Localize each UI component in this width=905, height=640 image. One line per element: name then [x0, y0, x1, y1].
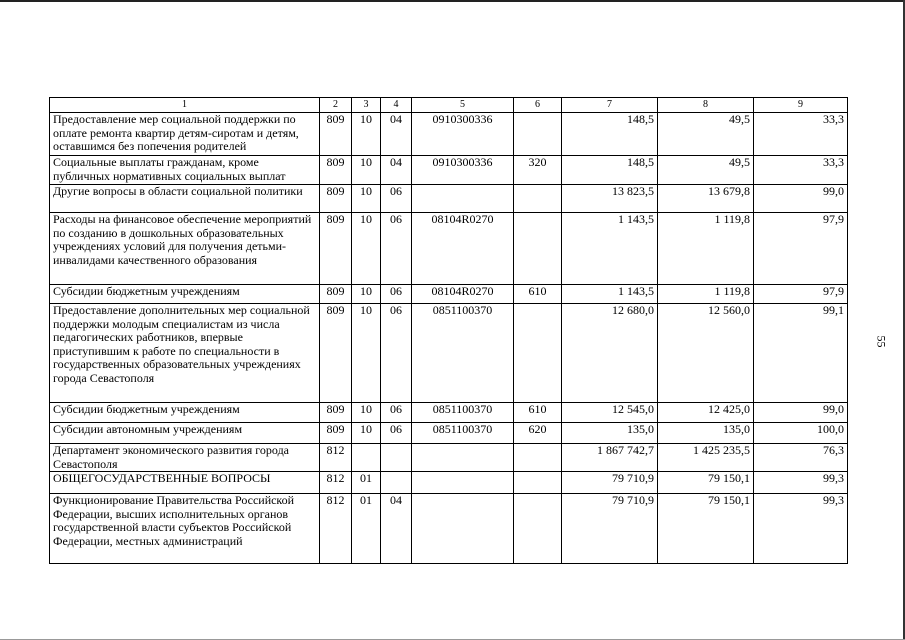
row-executed: 1 425 235,5 — [658, 444, 754, 472]
row-executed: 12 560,0 — [658, 304, 754, 403]
row-subsection: 06 — [381, 423, 412, 444]
table-row — [50, 494, 848, 564]
row-name: Предоставление дополнительных мер социальной поддержки молодым специалистам из числа педагогических работников, впервые приступившим к работе по специальности в государственных образовательных учреждениях города Севастополя — [50, 304, 320, 403]
row-planned: 12 545,0 — [562, 403, 658, 423]
row-admin-code: 809 — [320, 185, 352, 213]
budget-table — [49, 97, 848, 564]
row-name: Субсидии бюджетным учреждениям — [50, 403, 320, 423]
header-col-9: 9 — [754, 98, 848, 113]
table-row — [50, 444, 848, 472]
row-admin-code: 812 — [320, 472, 352, 494]
row-subsection: 04 — [381, 494, 412, 564]
row-expense-type — [514, 304, 562, 403]
row-section: 10 — [352, 213, 381, 285]
row-subsection: 06 — [381, 304, 412, 403]
row-percent: 33,3 — [754, 156, 848, 185]
table-row — [50, 472, 848, 494]
row-admin-code: 809 — [320, 113, 352, 156]
row-name: Субсидии автономным учреждениям — [50, 423, 320, 444]
table-row — [50, 423, 848, 444]
row-admin-code: 809 — [320, 156, 352, 185]
row-subsection: 06 — [381, 285, 412, 304]
row-expense-type: 610 — [514, 285, 562, 304]
row-planned: 148,5 — [562, 156, 658, 185]
scan-border-top — [0, 0, 905, 2]
row-executed: 79 150,1 — [658, 472, 754, 494]
row-section: 01 — [352, 494, 381, 564]
row-expense-type — [514, 472, 562, 494]
table-row — [50, 185, 848, 213]
row-admin-code: 812 — [320, 444, 352, 472]
row-expense-type — [514, 494, 562, 564]
page-number: 55 — [874, 335, 889, 348]
row-name: Департамент экономического развития города Севастополя — [50, 444, 320, 472]
row-planned: 148,5 — [562, 113, 658, 156]
row-admin-code: 809 — [320, 213, 352, 285]
row-subsection: 04 — [381, 156, 412, 185]
row-executed: 49,5 — [658, 156, 754, 185]
row-name: Другие вопросы в области социальной политики — [50, 185, 320, 213]
row-target-article: 0910300336 — [412, 156, 514, 185]
row-name: Социальные выплаты гражданам, кроме публичных нормативных социальных выплат — [50, 156, 320, 185]
row-planned: 135,0 — [562, 423, 658, 444]
row-expense-type — [514, 113, 562, 156]
row-percent: 97,9 — [754, 285, 848, 304]
row-target-article: 0851100370 — [412, 403, 514, 423]
row-section: 10 — [352, 403, 381, 423]
row-planned: 1 143,5 — [562, 213, 658, 285]
row-name: ОБЩЕГОСУДАРСТВЕННЫЕ ВОПРОСЫ — [50, 472, 320, 494]
row-section: 10 — [352, 423, 381, 444]
row-planned: 79 710,9 — [562, 494, 658, 564]
row-planned: 13 823,5 — [562, 185, 658, 213]
header-col-1: 1 — [50, 98, 320, 113]
row-executed: 1 119,8 — [658, 213, 754, 285]
row-percent: 99,0 — [754, 185, 848, 213]
row-subsection: 06 — [381, 403, 412, 423]
row-percent: 97,9 — [754, 213, 848, 285]
row-target-article — [412, 494, 514, 564]
row-subsection — [381, 444, 412, 472]
row-planned: 12 680,0 — [562, 304, 658, 403]
row-name: Субсидии бюджетным учреждениям — [50, 285, 320, 304]
row-percent: 99,0 — [754, 403, 848, 423]
table-row — [50, 285, 848, 304]
header-row — [50, 98, 848, 113]
row-admin-code: 809 — [320, 285, 352, 304]
header-col-8: 8 — [658, 98, 754, 113]
table-row — [50, 304, 848, 403]
row-section: 01 — [352, 472, 381, 494]
table-row — [50, 403, 848, 423]
row-target-article: 0851100370 — [412, 423, 514, 444]
row-expense-type — [514, 213, 562, 285]
header-col-4: 4 — [381, 98, 412, 113]
row-target-article: 0910300336 — [412, 113, 514, 156]
row-planned: 79 710,9 — [562, 472, 658, 494]
row-subsection — [381, 472, 412, 494]
header-col-2: 2 — [320, 98, 352, 113]
header-col-5: 5 — [412, 98, 514, 113]
row-name: Расходы на финансовое обеспечение мероприятий по созданию в дошкольных образовательных учреждениях условий для получения детьми-инвалидами качественного образования — [50, 213, 320, 285]
table-row — [50, 213, 848, 285]
row-executed: 135,0 — [658, 423, 754, 444]
row-percent: 100,0 — [754, 423, 848, 444]
row-executed: 79 150,1 — [658, 494, 754, 564]
row-target-article — [412, 472, 514, 494]
row-percent: 99,3 — [754, 494, 848, 564]
table-row — [50, 113, 848, 156]
row-percent: 76,3 — [754, 444, 848, 472]
row-expense-type: 620 — [514, 423, 562, 444]
row-admin-code: 812 — [320, 494, 352, 564]
row-admin-code: 809 — [320, 403, 352, 423]
row-expense-type — [514, 185, 562, 213]
row-executed: 13 679,8 — [658, 185, 754, 213]
row-subsection: 04 — [381, 113, 412, 156]
row-section — [352, 444, 381, 472]
row-target-article: 08104R0270 — [412, 285, 514, 304]
row-percent: 33,3 — [754, 113, 848, 156]
row-section: 10 — [352, 185, 381, 213]
row-target-article — [412, 444, 514, 472]
row-name: Функционирование Правительства Российской Федерации, высших исполнительных органов государственной власти субъектов Российской Федерации, местных администраций — [50, 494, 320, 564]
header-col-3: 3 — [352, 98, 381, 113]
row-section: 10 — [352, 285, 381, 304]
row-target-article — [412, 185, 514, 213]
row-subsection: 06 — [381, 213, 412, 285]
header-col-7: 7 — [562, 98, 658, 113]
row-name: Предоставление мер социальной поддержки по оплате ремонта квартир детям-сиротам и детям, оставшимся без попечения родителей — [50, 113, 320, 156]
row-admin-code: 809 — [320, 423, 352, 444]
row-target-article: 08104R0270 — [412, 213, 514, 285]
row-subsection: 06 — [381, 185, 412, 213]
table-row — [50, 156, 848, 185]
row-admin-code: 809 — [320, 304, 352, 403]
row-expense-type — [514, 444, 562, 472]
row-section: 10 — [352, 113, 381, 156]
row-section: 10 — [352, 304, 381, 403]
row-section: 10 — [352, 156, 381, 185]
header-col-6: 6 — [514, 98, 562, 113]
row-target-article: 0851100370 — [412, 304, 514, 403]
row-expense-type: 610 — [514, 403, 562, 423]
row-executed: 1 119,8 — [658, 285, 754, 304]
row-executed: 49,5 — [658, 113, 754, 156]
row-planned: 1 867 742,7 — [562, 444, 658, 472]
row-executed: 12 425,0 — [658, 403, 754, 423]
row-expense-type: 320 — [514, 156, 562, 185]
row-percent: 99,1 — [754, 304, 848, 403]
row-percent: 99,3 — [754, 472, 848, 494]
row-planned: 1 143,5 — [562, 285, 658, 304]
